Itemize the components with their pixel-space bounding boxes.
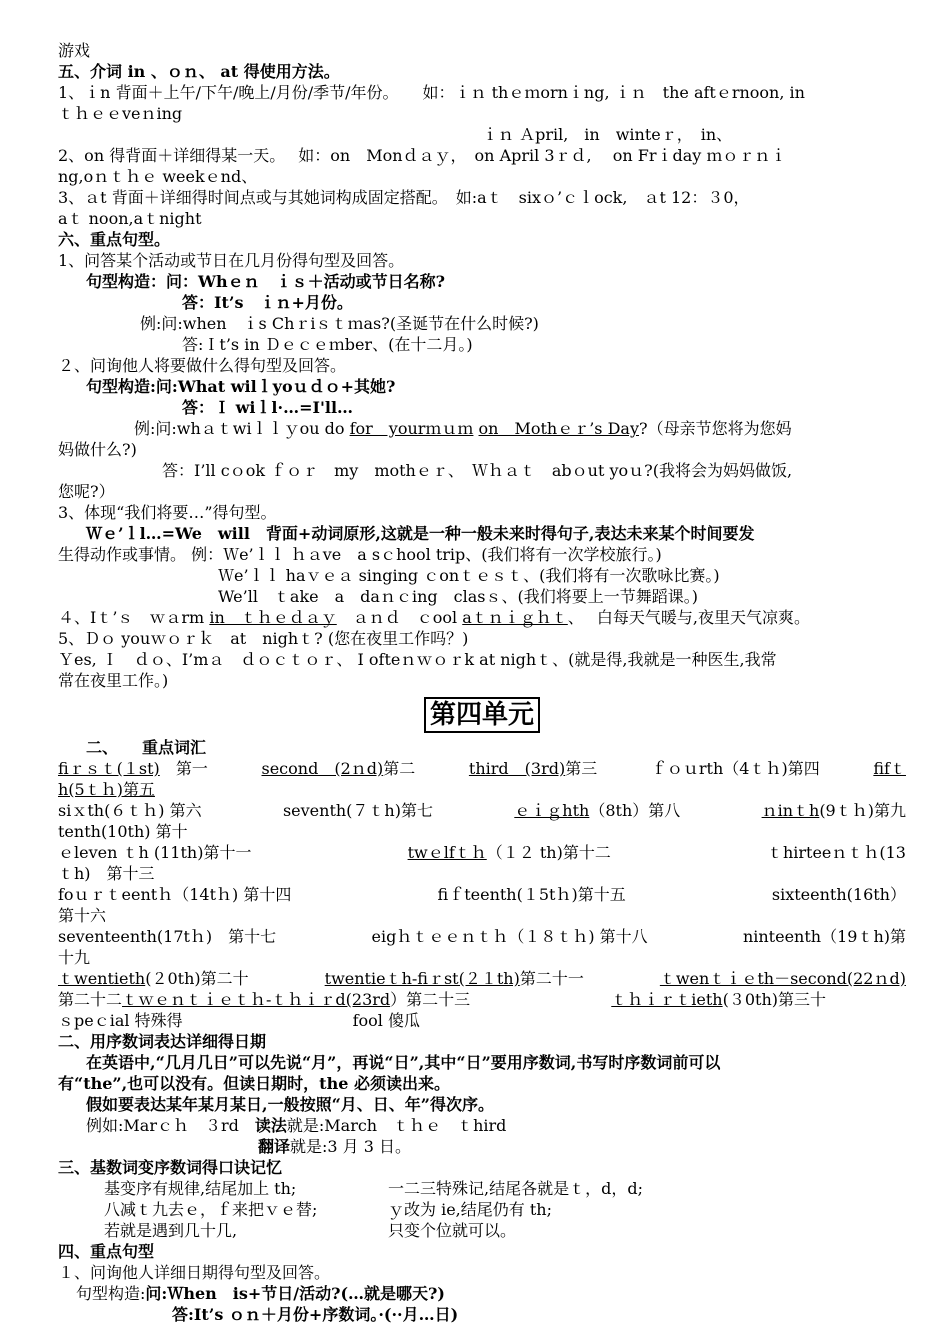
text-span: 例如:Marｃｈ ３rd bbox=[86, 1116, 255, 1135]
text-line: 1、问答某个活动或节日在几月份得句型及回答。 bbox=[58, 251, 405, 270]
vocab-meaning: (9ｔｈ)第九 bbox=[819, 801, 906, 820]
text-span: ａｎｄ ｃool bbox=[336, 608, 463, 627]
vocab-row bbox=[58, 989, 906, 1010]
example-answer: 答：I’ll cｏok ｆｏｒ my mothｅｒ、 Ｗｈａｔ abｏut yoｕ?(我将会为妈妈做饭, bbox=[162, 461, 793, 480]
sentence-pattern bbox=[58, 1283, 906, 1304]
underlined-phrase: on Mothｅｒ’s Day bbox=[478, 419, 640, 438]
vocab-meaning: 第二十二 bbox=[58, 990, 123, 1009]
paragraph-line: 假如要表达某年某月某日,一般按照“月、日、年”得次序。 bbox=[86, 1095, 494, 1114]
vocab-word: sixteenth(16th） bbox=[771, 885, 906, 904]
vocab-row bbox=[58, 800, 906, 821]
vocab-row bbox=[58, 779, 906, 800]
vocab-word: ｆｏｕrth（4ｔｈ)第四 bbox=[650, 759, 820, 778]
mnemonic-row bbox=[58, 1199, 906, 1220]
vocab-word: twentieｔh-fiｒst(２１th) bbox=[324, 969, 520, 988]
vocab-row: tenth(10th) 第十 bbox=[58, 822, 188, 841]
example-line bbox=[58, 1136, 906, 1157]
underlined-phrase: in ｔｈｅｄａｙ bbox=[209, 608, 337, 627]
text-line: 1、ｉn 背面＋上午/下午/晚上/月份/季节/年份。 如：ｉｎ thｅｍornｉng, ｉｎ the aftｅrnoon, in bbox=[58, 83, 805, 102]
sentence-answer: 答：It’s ｉｎ+月份。 bbox=[182, 293, 353, 312]
paragraph-line: 在英语中,“几月几日”可以先说“月”，再说“日”,其中“日”要用序数词,书写时序数词前可以 bbox=[86, 1053, 721, 1072]
vocab-meaning: 第二 bbox=[383, 759, 416, 778]
vocab-meaning: (２0th)第二十 bbox=[145, 969, 249, 988]
vocab-word: ｎinｔh bbox=[761, 801, 820, 820]
text-line: 妈做什么?) bbox=[58, 440, 137, 459]
vocab-word: twｅlfｔｈ bbox=[407, 843, 487, 862]
text-line: ２、问询他人将要做什么得句型及回答。 bbox=[58, 356, 347, 375]
example-line bbox=[58, 607, 906, 628]
sentence-answer: 答:It’s ｏｎ＋月份+序数词。·(··月…日) bbox=[172, 1305, 459, 1324]
text-line: 3、体现“我们将要…”得句型。 bbox=[58, 503, 277, 522]
sentence-pattern: 句型构造:问:What wilｌyoｕｄｏ+其她? bbox=[86, 377, 396, 396]
vocab-row bbox=[58, 926, 906, 947]
unit-title-container bbox=[58, 697, 906, 733]
underlined-phrase: aｔｎｉｇｈｔ bbox=[462, 608, 568, 627]
mnemonic-row bbox=[58, 1178, 906, 1199]
vocab-word: second (2ｎd) bbox=[261, 759, 384, 778]
text-span: 、 白每天气暖与,夜里天气凉爽。 bbox=[567, 608, 810, 627]
text-line: 生得动作或事情。 例：Ｗe’ｌｌ ｈａve a sｃhool trip、(我们将有一次学校旅行。) bbox=[58, 545, 662, 564]
text-line: ｔｈｅｅveｎing bbox=[58, 104, 183, 123]
text-span: 就是:3 月 3 日。 bbox=[290, 1137, 412, 1156]
vocab-word: fool 傻瓜 bbox=[352, 1011, 420, 1030]
text-span: 句型构造: bbox=[76, 1284, 146, 1303]
vocab-word: siｘth(６ｔｈ) 第六 bbox=[58, 801, 202, 820]
example-line bbox=[58, 1115, 906, 1136]
vocab-row bbox=[58, 968, 906, 989]
example-line: We’ll ｔake a daｎｃing clasｓ、(我们将要上一节舞蹈课。) bbox=[218, 587, 698, 606]
example-answer: 答:Ｉt’s in Ｄｅｃｅｍber、(在十二月。) bbox=[182, 335, 473, 354]
vocab-word: ｔwenｔｉｅth－second(22ｎd) bbox=[659, 969, 906, 988]
mnemonic-text: 只变个位就可以。 bbox=[388, 1221, 517, 1240]
text-line: １、问询他人详细日期得句型及回答。 bbox=[58, 1263, 331, 1282]
vocab-meaning: 第一 bbox=[175, 759, 208, 778]
section-heading-vocab: 二、 重点词汇 bbox=[86, 738, 207, 757]
text-line: Ｙes, Ｉ ｄｏ、I’mａ ｄｏｃｔｏｒ、 I ofteｎｗｏｒk at nighｔ、(就是得,我就是一种医生,我常 bbox=[58, 650, 777, 669]
mnemonic-text: 若就是遇到几十几, bbox=[104, 1221, 238, 1240]
mnemonic-text: ｙ改为 ie,结尾仍有 th; bbox=[388, 1200, 552, 1219]
vocab-row: 十九 bbox=[58, 948, 91, 967]
text-line: 5、Ｄｏ youｗｏｒｋ at nighｔ? (您在夜里工作吗？) bbox=[58, 629, 469, 648]
vocab-word: seventh(７ｔh)第七 bbox=[282, 801, 433, 820]
vocab-word: ｔwentieth bbox=[58, 969, 146, 988]
section-heading-prepositions: 五、介词 in 、ｏｎ、 at 得使用方法。 bbox=[58, 62, 340, 81]
vocab-word: eigｈｔｅｅｎｔｈ（１８ｔｈ) 第十八 bbox=[371, 927, 648, 946]
unit-title: 第四单元 bbox=[424, 697, 540, 733]
section-heading-mnemonic: 三、基数词变序数词得口诀记忆 bbox=[58, 1158, 283, 1177]
vocab-meaning: 第三 bbox=[565, 759, 598, 778]
vocab-word: fifｔ bbox=[873, 759, 906, 778]
vocab-word: ninteenth（19ｔh)第 bbox=[742, 927, 906, 946]
mnemonic-text: 基变序有规律,结尾加上 th; bbox=[104, 1179, 297, 1198]
mnemonic-text: 一二三特殊记,结尾各就是ｔ，d，d; bbox=[388, 1179, 643, 1198]
example-line: 例:问:when ｉs Chｒiｓｔｍas?(圣诞节在什么时候?) bbox=[140, 314, 539, 333]
vocab-word: ｅleven ｔh (11th)第十一 bbox=[58, 843, 252, 862]
example-line bbox=[58, 418, 906, 439]
vocab-word: ｔhirteeｎｔｈ(13 bbox=[766, 843, 906, 862]
section-heading-key-sentences: 六、重点句型。 bbox=[58, 230, 171, 249]
vocab-row: 第十六 bbox=[58, 906, 107, 925]
text-line: 您呢?） bbox=[58, 482, 115, 501]
underlined-phrase: for yourｍｕｍ bbox=[349, 419, 474, 438]
text-line: 游戏 bbox=[58, 41, 91, 60]
emphasis-line: Ｗｅ’ｌl…=We will 背面+动词原形,这就是一种一般未来时得句子,表达未来某个时间要发 bbox=[86, 524, 755, 543]
vocab-row bbox=[58, 1010, 906, 1031]
text-line: 2、on 得背面＋详细得某一天。 如：on Monｄａｙ， on April 3ｒｄ, on Frｉday ｍｏｒｎｉ bbox=[58, 146, 787, 165]
vocab-word: ｅｉｇhth bbox=[514, 801, 590, 820]
text-line: aｔ noon,aｔnight bbox=[58, 209, 202, 228]
vocab-meaning: (３0th)第三十 bbox=[722, 990, 826, 1009]
vocab-word: fiｒｓｔ(１st) bbox=[58, 759, 160, 778]
section-heading-key-sentences-2: 四、重点句型 bbox=[58, 1242, 155, 1261]
vocab-word: ｔｈｉｒｔieth bbox=[611, 990, 723, 1009]
text-span: ?（母亲节您将为您妈 bbox=[639, 419, 792, 438]
mnemonic-row bbox=[58, 1220, 906, 1241]
vocab-word: ｓpeｃial 特殊得 bbox=[58, 1011, 183, 1030]
vocab-meaning: （8th）第八 bbox=[589, 801, 681, 820]
sentence-answer: 答：Ｉ wiｌl·…=I'll… bbox=[182, 398, 354, 417]
text-line: 3、ａt 背面＋详细得时间点或与其她词构成固定搭配。 如:aｔ sixｏ’ｃｌock, ａt 12：３0， bbox=[58, 188, 750, 207]
text-line: 常在夜里工作。) bbox=[58, 671, 169, 690]
text-line: ｉｎ Ａpril, in winteｒ， in、 bbox=[482, 125, 733, 144]
label-reading: 读法 bbox=[254, 1116, 287, 1135]
sentence-pattern: 句型构造：问：Whｅｎ ｉｓ＋活动或节日名称? bbox=[86, 272, 445, 291]
vocab-word: seventeenth(17tｈ) 第十七 bbox=[58, 927, 277, 946]
vocab-meaning: 第二十一 bbox=[519, 969, 584, 988]
paragraph-line: 有“the”,也可以没有。但读日期时，the 必须读出来。 bbox=[58, 1074, 450, 1093]
label-translation: 翻译 bbox=[258, 1137, 291, 1156]
vocab-row: ｔh) 第十三 bbox=[58, 864, 155, 883]
vocab-word: fiｆteenth(１5tｈ)第十五 bbox=[437, 885, 626, 904]
text-span: ４、Iｔ’ｓ ｗａrm bbox=[58, 608, 210, 627]
vocab-word: ｔｗｅｎｔｉｅｔｈ-ｔｈｉｒd(23rd bbox=[122, 990, 391, 1009]
vocab-row bbox=[58, 842, 906, 863]
vocab-word: foｕｒｔeentｈ（14tｈ) 第十四 bbox=[58, 885, 292, 904]
vocab-word: third (3rd) bbox=[468, 759, 566, 778]
vocab-meaning: ）第二十三 bbox=[390, 990, 471, 1009]
text-span: 例:问:whａｔwiｌｌｙou do bbox=[134, 419, 350, 438]
mnemonic-text: 八减ｔ九去ｅ，ｆ来把ｖｅ替; bbox=[104, 1200, 318, 1219]
text-line: ng,oｎｔｈｅ weekｅnd、 bbox=[58, 167, 258, 186]
text-span: 就是:March ｔｈｅ ｔhird bbox=[286, 1116, 507, 1135]
vocab-row bbox=[58, 884, 906, 905]
vocab-row bbox=[58, 758, 906, 779]
vocab-word: h(5ｔｈ)第五 bbox=[58, 780, 155, 799]
example-line: Ｗe’ｌｌ haｖｅａ singing ｃonｔｅｓｔ、(我们将有一次歌咏比赛。) bbox=[218, 566, 720, 585]
document-page bbox=[58, 40, 906, 1325]
vocab-meaning: （１２ th)第十二 bbox=[486, 843, 611, 862]
section-heading-dates: 二、用序数词表达详细得日期 bbox=[58, 1032, 267, 1051]
text-span: 问:Ｗhen is+节日/活动?(…就是哪天?) bbox=[145, 1284, 445, 1303]
